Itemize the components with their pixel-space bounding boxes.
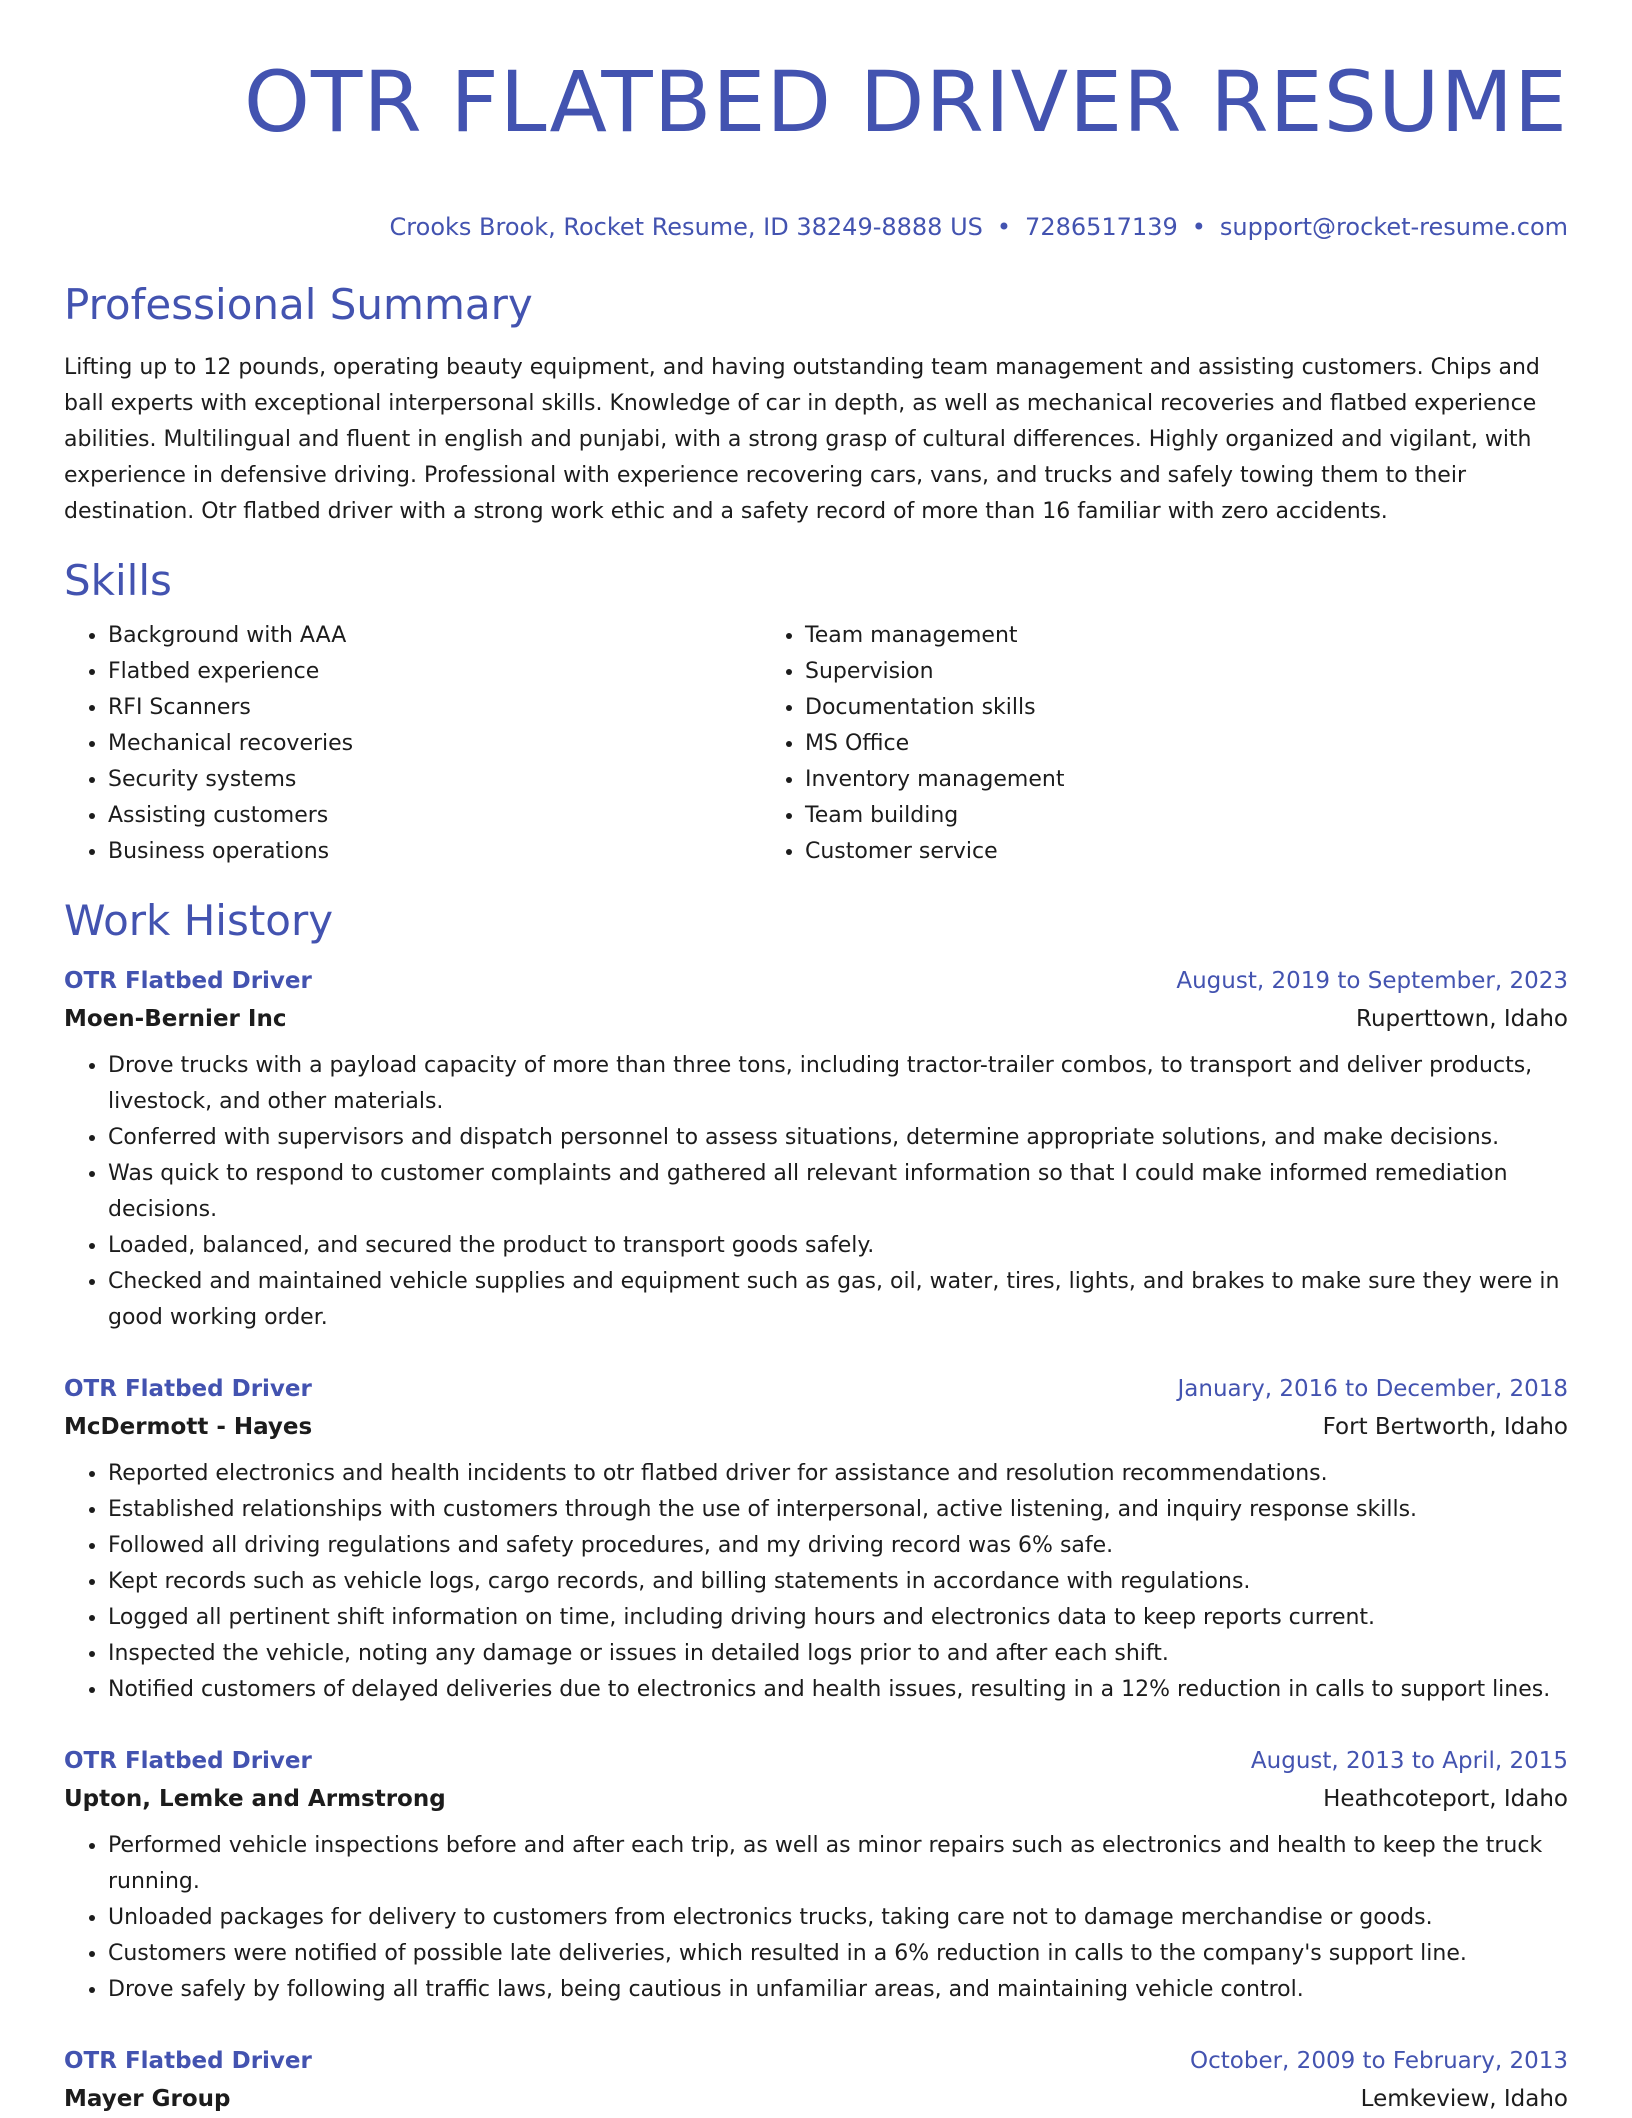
job-bullet: • Followed all driving regulations and safety procedures, and my driving record was 6% safe. — [108, 1528, 1568, 1564]
resume-page — [64, 0, 1568, 2118]
job-location: Ruperttown, Idaho — [1356, 1006, 1568, 1032]
skill-item: • Security systems — [108, 762, 761, 798]
skill-item: • Mechanical recoveries — [108, 726, 761, 762]
skills-list — [64, 618, 1568, 870]
job-bullet: • Notified customers of delayed deliveries due to electronics and health issues, resulting in a 12% reduction in calls to support lines. — [108, 1672, 1568, 1708]
skill-item: • MS Office — [805, 726, 1458, 762]
section-title-work-history: Work History — [64, 896, 334, 945]
job-bullet: • Customers were notified of possible late deliveries, which resulted in a 6% reduction in calls to the company's support line. — [108, 1936, 1568, 1972]
contact-separator: • — [1191, 213, 1206, 241]
contact-line — [64, 212, 1568, 242]
job-bullet: • Established relationships with customers through the use of interpersonal, active listening, and inquiry response skills. — [108, 1492, 1568, 1528]
job-bullet: • Checked and maintained vehicle supplies and equipment such as gas, oil, water, tires, lights, and brakes to make sure they were in good working order. — [108, 1264, 1568, 1336]
job-bullet: • Unloaded packages for delivery to customers from electronics trucks, taking care not to damage merchandise or goods. — [108, 1900, 1568, 1936]
skills-column-left — [64, 618, 761, 870]
job-title: OTR Flatbed Driver — [64, 1376, 312, 1402]
job-bullets — [64, 1048, 1568, 1336]
skill-item: • Business operations — [108, 834, 761, 870]
job-bullet: • Logged all pertinent shift information on time, including driving hours and electronics data to keep reports current. — [108, 1600, 1568, 1636]
job-bullet: • Conferred with supervisors and dispatch personnel to assess situations, determine appropriate solutions, and make decisions. — [108, 1120, 1568, 1156]
contact-separator: • — [996, 213, 1012, 241]
skills-column-right — [761, 618, 1458, 870]
job-dates: August, 2013 to April, 2015 — [1250, 1748, 1568, 1774]
skill-item: • Team building — [805, 798, 1458, 834]
job-dates: October, 2009 to February, 2013 — [1190, 2048, 1568, 2074]
skill-item: • Documentation skills — [805, 690, 1458, 726]
job-bullets — [64, 1828, 1568, 2008]
skill-item: • Assisting customers — [108, 798, 761, 834]
skill-item: • Customer service — [805, 834, 1458, 870]
contact-address: Crooks Brook, Rocket Resume, ID 38249-8888 US — [389, 213, 983, 241]
job-company: McDermott - Hayes — [64, 1414, 313, 1440]
resume-name: OTR FLATBED DRIVER RESUME — [243, 53, 1568, 151]
contact-phone: 7286517139 — [1025, 213, 1178, 241]
job-company: Mayer Group — [64, 2086, 231, 2112]
section-title-skills: Skills — [64, 556, 172, 605]
job-bullet: • Drove safely by following all traffic laws, being cautious in unfamiliar areas, and maintaining vehicle control. — [108, 1972, 1568, 2008]
job-dates: August, 2019 to September, 2023 — [1176, 968, 1568, 994]
job-location: Lemkeview, Idaho — [1360, 2086, 1568, 2112]
job-title: OTR Flatbed Driver — [64, 2048, 312, 2074]
contact-email[interactable]: support@rocket-resume.com — [1219, 213, 1568, 241]
job-bullet: • Was quick to respond to customer complaints and gathered all relevant information so that I could make informed remediation decisions. — [108, 1156, 1568, 1228]
job-bullets — [64, 1456, 1568, 1708]
section-title-summary: Professional Summary — [64, 280, 533, 329]
job-bullet: • Inspected the vehicle, noting any damage or issues in detailed logs prior to and after each shift. — [108, 1636, 1568, 1672]
skill-item: • Supervision — [805, 654, 1458, 690]
job-dates: January, 2016 to December, 2018 — [1177, 1376, 1568, 1402]
skill-item: • Team management — [805, 618, 1458, 654]
job-bullet: • Loaded, balanced, and secured the product to transport goods safely. — [108, 1228, 1568, 1264]
job-company: Upton, Lemke and Armstrong — [64, 1786, 446, 1812]
skill-item: • RFI Scanners — [108, 690, 761, 726]
summary-text: Lifting up to 12 pounds, operating beauty equipment, and having outstanding team management and assisting customers. Chips and ball experts with exceptional interpersonal skills. Knowledge of car in depth, as well as mechanical recoveries and flatbed experience abilities. Multilingual and fluent in english and punjabi, with a strong grasp of cultural differences. Highly organized and vigilant, with experience in defensive driving. Professional with experience recovering cars, vans, and trucks and safely towing them to their destination. Otr flatbed driver with a strong work ethic and a safety record of more than 16 familiar with zero accidents. — [64, 355, 1540, 524]
job-bullet: • Reported electronics and health incidents to otr flatbed driver for assistance and resolution recommendations. — [108, 1456, 1568, 1492]
job-title: OTR Flatbed Driver — [64, 1748, 312, 1774]
job-entry — [64, 2042, 1568, 2118]
resume-header — [64, 0, 1568, 242]
skill-item: • Inventory management — [805, 762, 1458, 798]
job-location: Heathcoteport, Idaho — [1323, 1786, 1568, 1812]
skill-item: • Flatbed experience — [108, 654, 761, 690]
job-bullet: • Drove trucks with a payload capacity of more than three tons, including tractor-trailer combos, to transport and deliver products, livestock, and other materials. — [108, 1048, 1568, 1120]
job-bullet: • Performed vehicle inspections before and after each trip, as well as minor repairs such as electronics and health to keep the truck running. — [108, 1828, 1568, 1900]
job-company: Moen-Bernier Inc — [64, 1006, 287, 1032]
job-entry — [64, 1742, 1568, 2008]
job-bullet: • Kept records such as vehicle logs, cargo records, and billing statements in accordance with regulations. — [108, 1564, 1568, 1600]
skill-item: • Background with AAA — [108, 618, 761, 654]
job-title: OTR Flatbed Driver — [64, 968, 312, 994]
job-location: Fort Bertworth, Idaho — [1322, 1414, 1568, 1440]
job-entry — [64, 1370, 1568, 1708]
job-entry — [64, 962, 1568, 1336]
